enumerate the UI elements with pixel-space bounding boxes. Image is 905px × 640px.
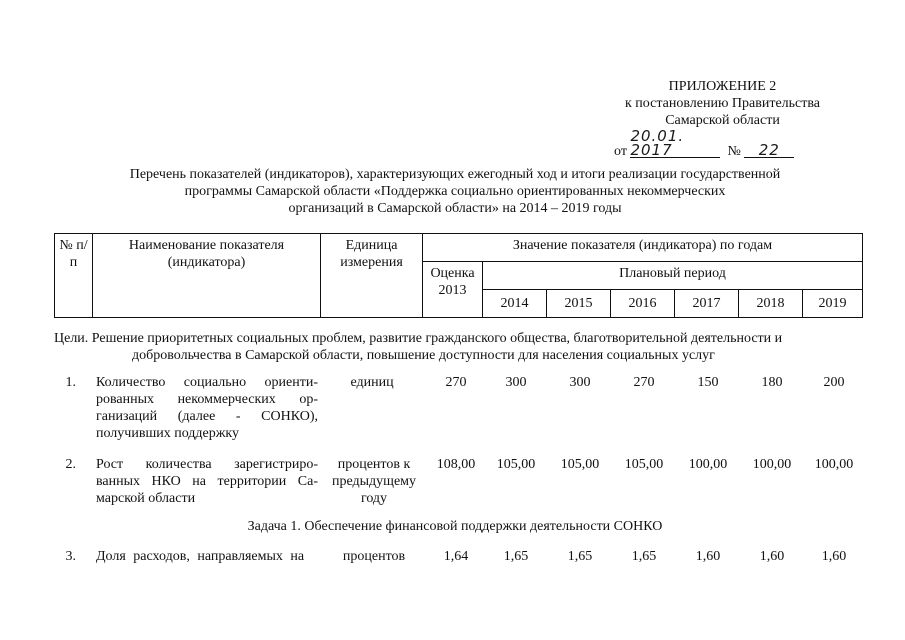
header-year: 2018 — [739, 290, 803, 318]
title-line-2: программы Самарской области «Поддержка социально ориентированных некоммерческих — [184, 184, 726, 199]
row-value: 270 — [445, 375, 467, 390]
row-value: 105,00 — [560, 457, 600, 472]
annex-block — [560, 78, 885, 160]
title-line-1: Перечень показателей (индикаторов), характеризующих ежегодный ход и итоги реализации государственной — [129, 167, 781, 182]
row-value: 1,65 — [567, 549, 593, 564]
row-value: 1,60 — [821, 549, 847, 564]
table-row — [54, 548, 869, 568]
header-plan: Плановый период — [483, 262, 863, 290]
row-value: 1,65 — [631, 549, 657, 564]
goal-line-1: Цели. Решение приоритетных социальных проблем, развитие гражданского общества, благотворительной деятельности и — [54, 331, 783, 346]
annex-title: ПРИЛОЖЕНИЕ 2 — [668, 79, 777, 94]
header-year: 2019 — [803, 290, 863, 318]
row-value: 150 — [697, 375, 719, 390]
annex-line-3: Самарской области — [665, 113, 780, 128]
row-number: 3. — [65, 549, 76, 564]
title-line-3: организаций в Самарской области» на 2014 – 2019 годы — [288, 201, 622, 216]
table-row — [54, 374, 869, 444]
row-value: 300 — [569, 375, 591, 390]
header-year: 2014 — [483, 290, 547, 318]
row-value: 105,00 — [624, 457, 664, 472]
goal-line-2: добровольчества в Самарской области, повышение доступности для населения социальных услуг — [132, 348, 715, 363]
row-value: 300 — [505, 375, 527, 390]
number-prefix: № — [727, 144, 741, 159]
row-value: 200 — [823, 375, 845, 390]
table-row — [54, 456, 869, 510]
row-value: 1,60 — [759, 549, 785, 564]
header-year: 2015 — [547, 290, 611, 318]
header-unit: Единица измерения — [321, 234, 423, 318]
row-value: 108,00 — [436, 457, 476, 472]
row-value: 1,60 — [695, 549, 721, 564]
header-name: Наименование показателя (индикатора) — [93, 234, 321, 318]
header-num: № п/п — [55, 234, 93, 318]
header-year: 2016 — [611, 290, 675, 318]
document-title — [60, 166, 850, 217]
annex-date-line — [560, 129, 885, 160]
handwritten-number: 22 — [744, 143, 794, 158]
header-values: Значение показателя (индикатора) по годам — [423, 234, 863, 262]
row-unit: процентов — [342, 549, 406, 564]
row-indicator-name: Количество социально ориенти-рованных некоммерческих ор-ганизаций (далее - СОНКО), получивших поддержку — [96, 375, 318, 441]
row-value: 100,00 — [688, 457, 728, 472]
row-unit: единиц — [350, 375, 394, 390]
row-value: 100,00 — [752, 457, 792, 472]
goal-text — [54, 330, 869, 364]
row-value: 180 — [761, 375, 783, 390]
row-unit: процентов к предыдущему году — [331, 457, 417, 506]
task-heading: Задача 1. Обеспечение финансовой поддержки деятельности СОНКО — [247, 519, 663, 534]
annex-line-2: к постановлению Правительства — [624, 96, 821, 111]
row-indicator-name: Доля расходов, направляемых на — [96, 549, 305, 564]
indicator-table-header — [54, 233, 863, 318]
header-estimate: Оценка 2013 — [423, 262, 483, 318]
row-value: 105,00 — [496, 457, 536, 472]
row-number: 1. — [65, 375, 76, 390]
row-value: 270 — [633, 375, 655, 390]
row-indicator-name: Рост количества зарегистриро-ванных НКО на территории Са-марской области — [96, 457, 318, 506]
handwritten-date: 20.01. 2017 — [630, 129, 720, 158]
header-year: 2017 — [675, 290, 739, 318]
row-number: 2. — [65, 457, 76, 472]
row-value: 1,65 — [503, 549, 529, 564]
row-value: 1,64 — [443, 549, 469, 564]
row-value: 100,00 — [814, 457, 854, 472]
date-prefix: от — [614, 144, 627, 159]
